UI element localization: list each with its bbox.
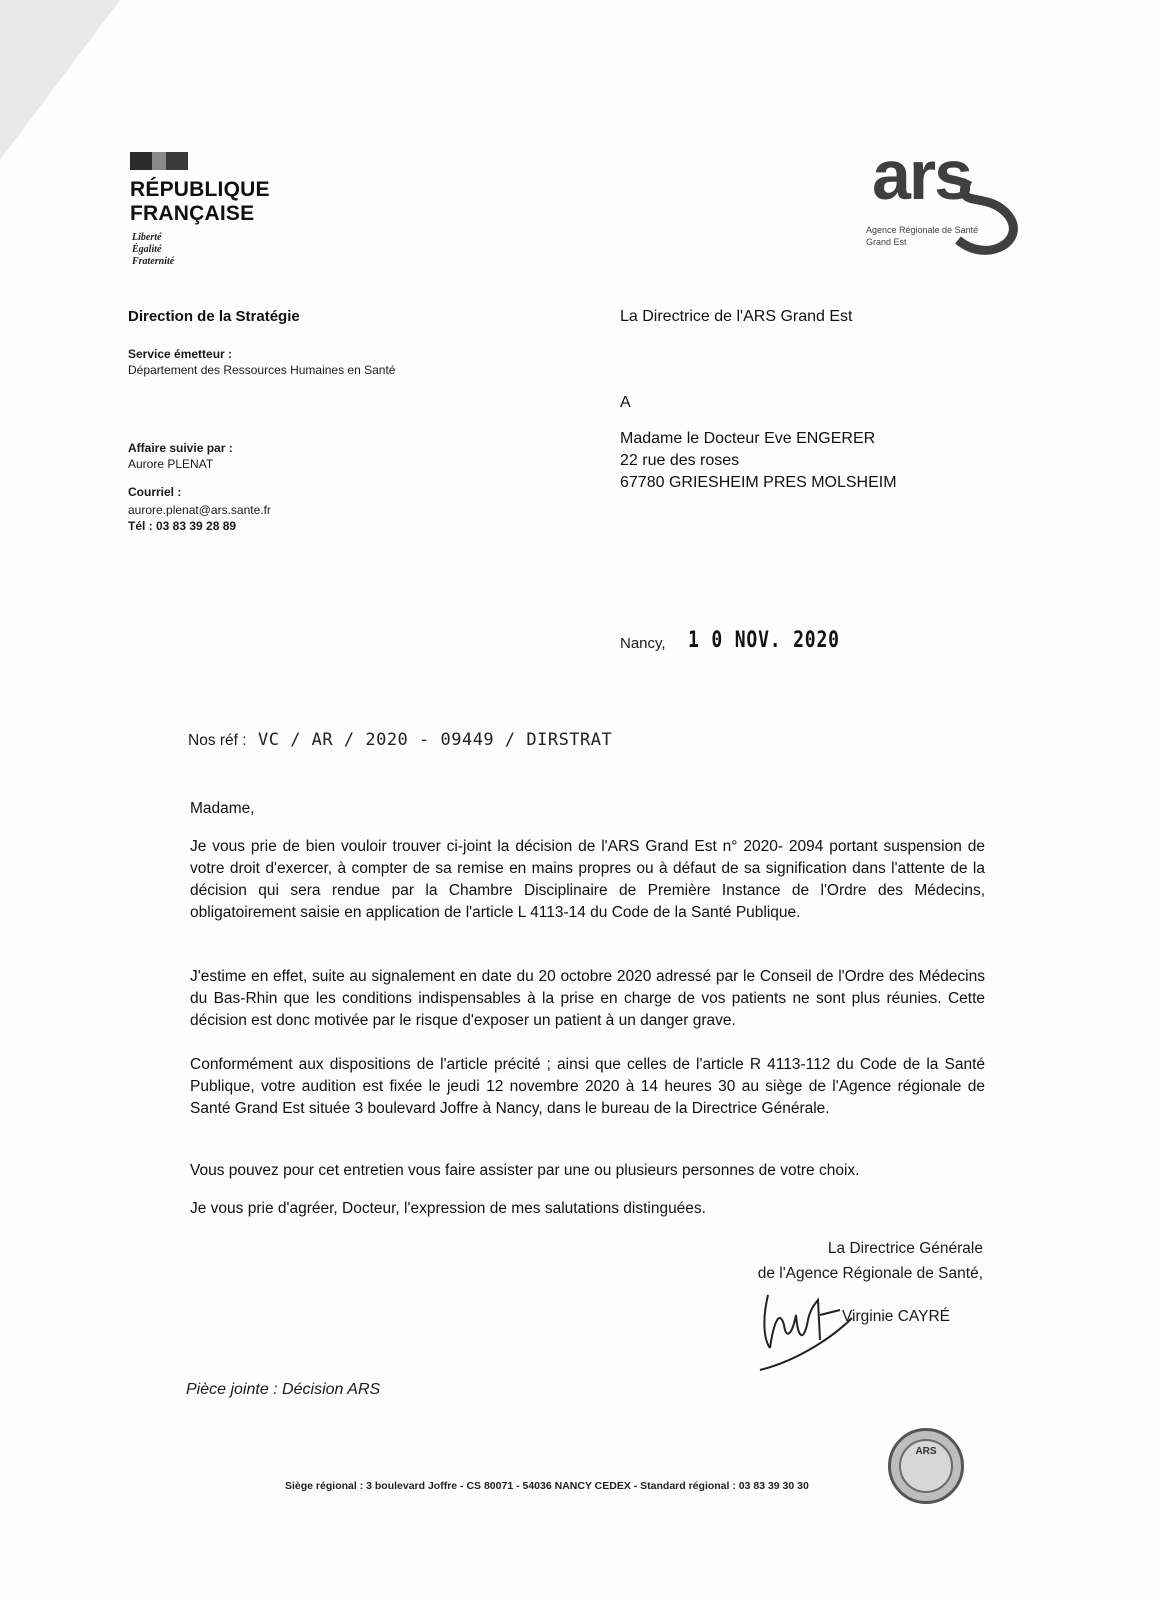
paragraph-1: Je vous prie de bien vouloir trouver ci-joint la décision de l'ARS Grand Est n° 2020- 2094 portant suspension de votre droit d'exercer, à compter de sa remise en mains propres ou à défaut de sa signification dans l'attente de la décision qui sera rendue par la Chambre Disciplinaire de Première Instance de l'Ordre des Médecins, obligatoirement saisie en application de l'article L 4113-14 du Code de la Santé Publique. [190, 838, 985, 921]
ars-subtitle-region: Grand Est [866, 237, 907, 247]
courriel-label: Courriel : [128, 485, 182, 499]
signature-block [758, 1236, 983, 1286]
motto-liberte: Liberté [132, 232, 162, 243]
ars-logo: ars [872, 136, 972, 214]
motto-egalite: Égalité [132, 244, 162, 255]
footer-address: Siège régional : 3 boulevard Joffre - CS 80071 - 54036 NANCY CEDEX - Standard régional : 03 83 39 30 30 [285, 1480, 809, 1492]
reference-label: Nos réf : [188, 732, 247, 749]
date-stamp: 1 0 NOV. 2020 [688, 628, 840, 653]
republic-motto [132, 232, 174, 268]
marianne-flag-icon [130, 152, 192, 170]
from-line: La Directrice de l'ARS Grand Est [620, 308, 853, 325]
recipient-a: A [620, 394, 631, 411]
ars-subtitle-agency: Agence Régionale de Santé [866, 225, 979, 235]
ars-subtitle [866, 224, 978, 248]
signatory-name: Virginie CAYRÉ [842, 1308, 950, 1325]
republic-line-2: FRANÇAISE [130, 202, 255, 225]
republic-line-1: RÉPUBLIQUE [130, 178, 270, 201]
recipient-name: Madame le Docteur Eve ENGERER [620, 430, 876, 447]
motto-fraternite: Fraternité [132, 256, 175, 267]
republique-francaise-logo [130, 178, 270, 226]
seal-text: ARS [915, 1446, 937, 1457]
courriel-value: aurore.plenat@ars.sante.fr [128, 503, 271, 517]
telephone: Tél : 03 83 39 28 89 [128, 519, 237, 533]
signature-title: La Directrice Générale [827, 1240, 983, 1257]
handwritten-signature-icon [740, 1280, 860, 1380]
paragraph-2: J'estime en effet, suite au signalement en date du 20 octobre 2020 adressé par le Conseil de l'Ordre des Médecins du Bas-Rhin que les conditions indispensables à la prise en charge de vos patients ne sont plus réunies. Cette décision est donc motivée par le risque d'exposer un patient à un danger grave. [190, 968, 985, 1029]
recipient-city: 67780 GRIESHEIM PRES MOLSHEIM [620, 474, 897, 491]
date-place: Nancy, [620, 635, 666, 652]
paragraph-5: Je vous prie d'agréer, Docteur, l'expression de mes salutations distinguées. [190, 1200, 706, 1217]
salutation: Madame, [190, 800, 255, 817]
direction-title: Direction de la Stratégie [128, 308, 300, 325]
recipient-street: 22 rue des roses [620, 452, 740, 469]
paragraph-4: Vous pouvez pour cet entretien vous faire assister par une ou plusieurs personnes de votre choix. [190, 1162, 860, 1179]
attachment-note: Pièce jointe : Décision ARS [186, 1381, 381, 1398]
affaire-label: Affaire suivie par : [128, 441, 233, 455]
service-label: Service émetteur : [128, 347, 233, 361]
reference-value: VC / AR / 2020 - 09449 / DIRSTRAT [258, 730, 613, 750]
folded-corner [0, 0, 120, 160]
signature-agency: de l'Agence Régionale de Santé, [757, 1265, 983, 1282]
service-value: Département des Ressources Humaines en Santé [128, 363, 396, 377]
paragraph-3: Conformément aux dispositions de l'article précité ; ainsi que celles de l'article R 4113-112 du Code de la Santé Publique, votre audition est fixée le jeudi 12 novembre 2020 à 14 heures 30 au siège de l'Agence régionale de Santé Grand Est située 3 boulevard Joffre à Nancy, dans le bureau de la Directrice Générale. [190, 1056, 985, 1117]
ars-seal-icon [888, 1428, 964, 1504]
affaire-value: Aurore PLENAT [128, 457, 214, 471]
